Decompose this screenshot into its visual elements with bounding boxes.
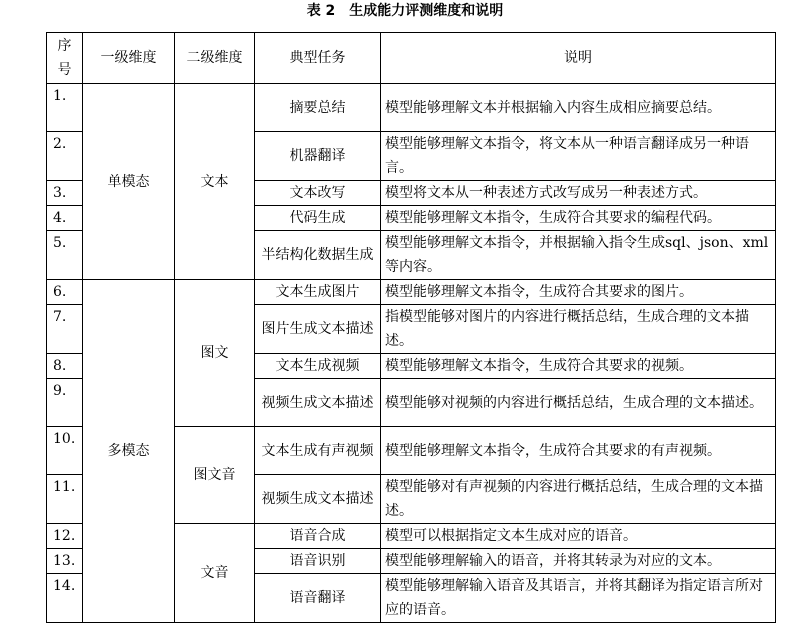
level2-image-text-audio: 图文音 (175, 427, 255, 524)
level2-image-text: 图文 (175, 280, 255, 427)
table-row (47, 280, 776, 305)
desc-cell: 模型能够理解文本并根据输入内容生成相应摘要总结。 (381, 84, 776, 132)
row-number: 8. (47, 354, 83, 379)
desc-cell: 模型能够理解文本指令，生成符合其要求的有声视频。 (381, 427, 776, 475)
desc-cell: 模型将文本从一种表述方式改写成另一种表述方式。 (381, 181, 776, 206)
level2-text-audio: 文音 (175, 524, 255, 623)
task-cell: 图片生成文本描述 (255, 305, 381, 354)
task-cell: 文本生成有声视频 (255, 427, 381, 475)
desc-cell: 模型能够理解文本指令，生成符合其要求的编程代码。 (381, 206, 776, 231)
header-task: 典型任务 (255, 33, 381, 84)
row-number: 12. (47, 524, 83, 549)
row-number: 7. (47, 305, 83, 354)
header-desc: 说明 (381, 33, 776, 84)
row-number: 10. (47, 427, 83, 475)
task-cell: 文本生成视频 (255, 354, 381, 379)
task-cell: 语音合成 (255, 524, 381, 549)
header-level1: 一级维度 (83, 33, 175, 84)
row-number: 9. (47, 379, 83, 427)
task-cell: 摘要总结 (255, 84, 381, 132)
table-row (47, 84, 776, 132)
evaluation-table (46, 32, 776, 623)
desc-cell: 模型能够对视频的内容进行概括总结，生成合理的文本描述。 (381, 379, 776, 427)
task-cell: 语音识别 (255, 549, 381, 574)
task-cell: 半结构化数据生成 (255, 231, 381, 280)
header-row (47, 33, 776, 84)
level1-single: 单模态 (83, 84, 175, 280)
row-number: 2. (47, 132, 83, 181)
row-number: 11. (47, 475, 83, 524)
desc-cell: 模型能够理解文本指令，生成符合其要求的视频。 (381, 354, 776, 379)
row-number: 14. (47, 574, 83, 623)
row-number: 6. (47, 280, 83, 305)
table-title: 表 2 生成能力评测维度和说明 (306, 3, 504, 19)
desc-cell: 模型可以根据指定文本生成对应的语音。 (381, 524, 776, 549)
task-cell: 视频生成文本描述 (255, 475, 381, 524)
row-number: 4. (47, 206, 83, 231)
desc-cell: 模型能够对有声视频的内容进行概括总结，生成合理的文本描述。 (381, 475, 776, 524)
desc-cell: 模型能够理解文本指令，将文本从一种语言翻译成另一种语言。 (381, 132, 776, 181)
level1-multi: 多模态 (83, 280, 175, 623)
task-cell: 语音翻译 (255, 574, 381, 623)
desc-cell: 模型能够理解输入语音及其语言，并将其翻译为指定语言所对应的语音。 (381, 574, 776, 623)
desc-cell: 模型能够理解文本指令，并根据输入指令生成sql、json、xml等内容。 (381, 231, 776, 280)
desc-cell: 指模型能够对图片的内容进行概括总结，生成合理的文本描述。 (381, 305, 776, 354)
task-cell: 文本改写 (255, 181, 381, 206)
header-seq: 序号 (47, 33, 83, 84)
row-number: 13. (47, 549, 83, 574)
desc-cell: 模型能够理解文本指令，生成符合其要求的图片。 (381, 280, 776, 305)
desc-cell: 模型能够理解输入的语音，并将其转录为对应的文本。 (381, 549, 776, 574)
task-cell: 视频生成文本描述 (255, 379, 381, 427)
header-level2: 二级维度 (175, 33, 255, 84)
row-number: 3. (47, 181, 83, 206)
row-number: 5. (47, 231, 83, 280)
row-number: 1. (47, 84, 83, 132)
task-cell: 代码生成 (255, 206, 381, 231)
level2-text: 文本 (175, 84, 255, 280)
task-cell: 文本生成图片 (255, 280, 381, 305)
task-cell: 机器翻译 (255, 132, 381, 181)
